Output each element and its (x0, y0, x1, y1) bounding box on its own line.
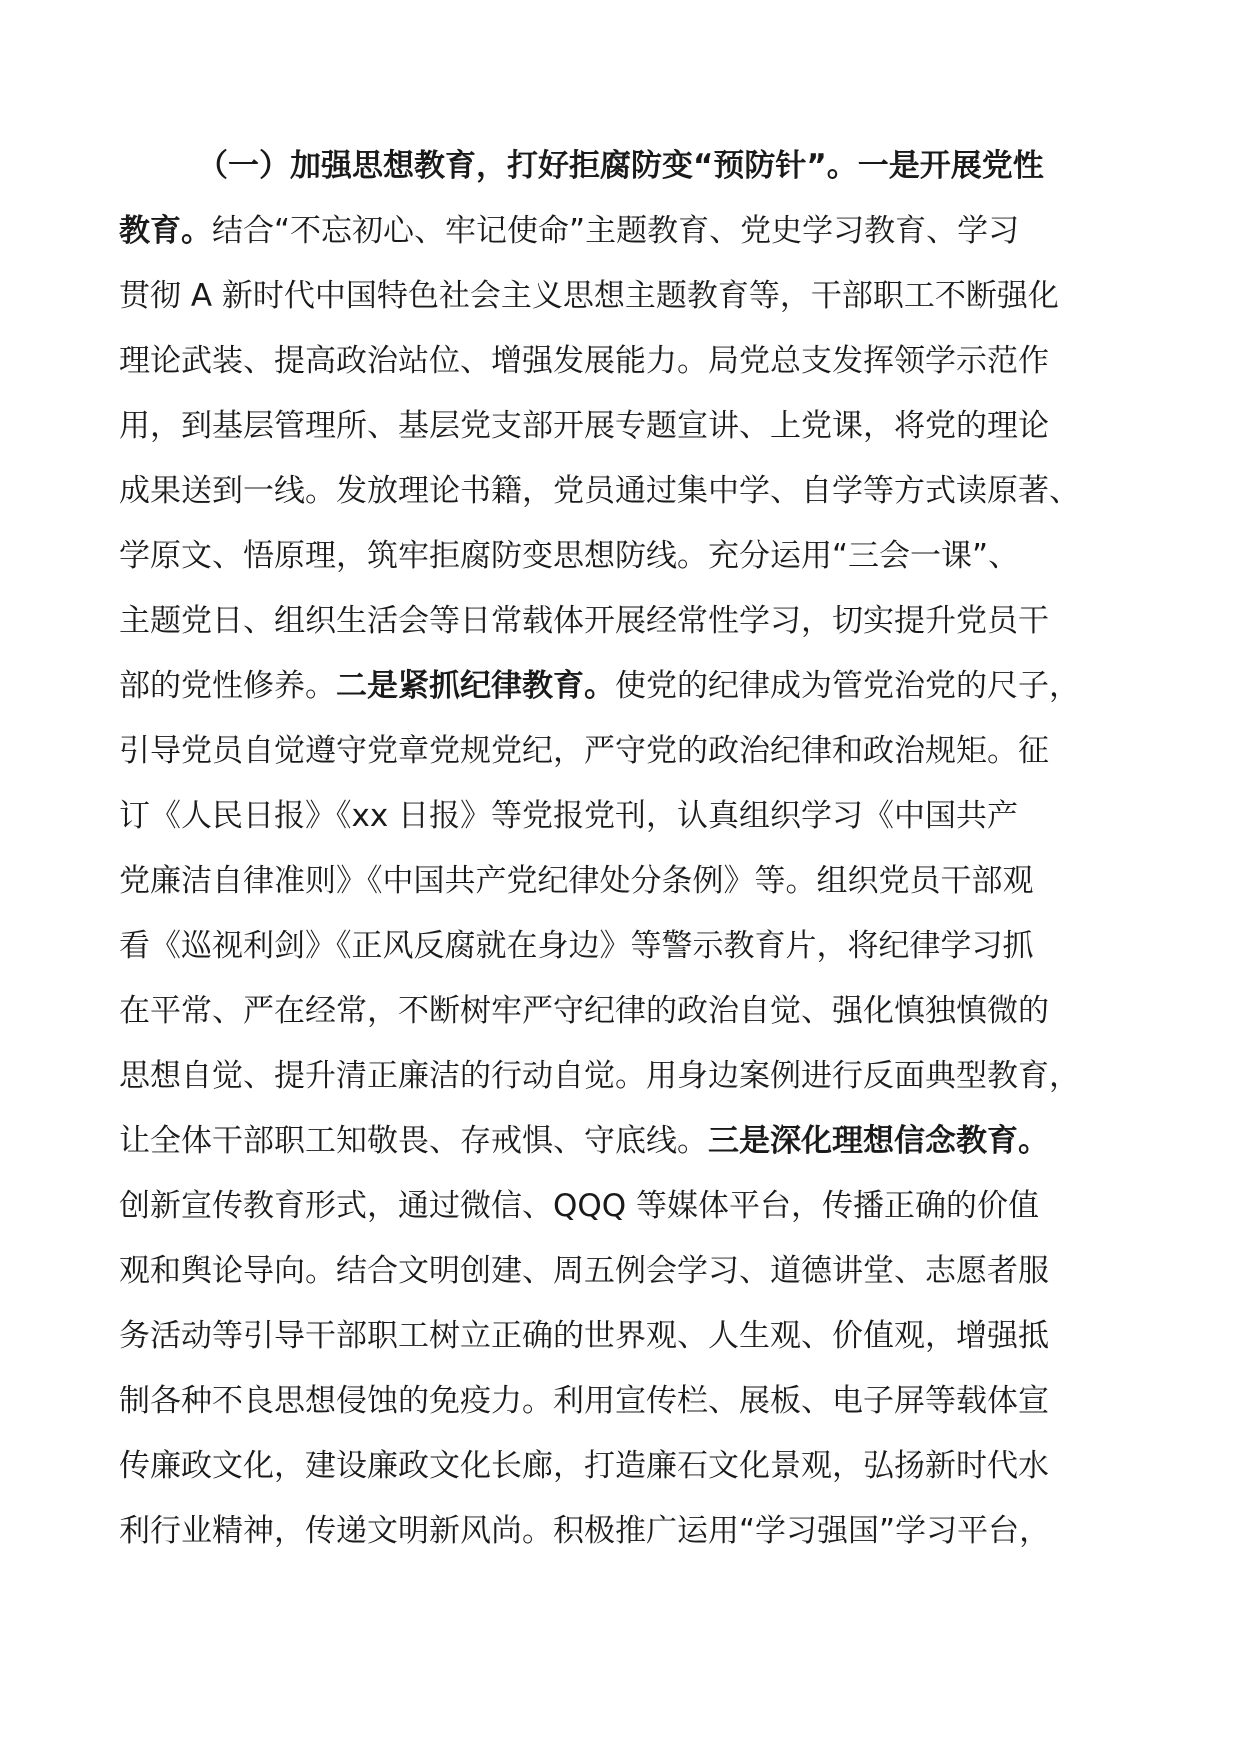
body-text: 主题党日、组织生活会等日常载体开展经常性学习，切实提升党员干 (119, 603, 1049, 639)
body-text: 利行业精神，传递文明新风尚。积极推广运用“学习强国”学习平台， (119, 1513, 1051, 1549)
bold-heading-text: 一是开展党性 (857, 148, 1044, 184)
text-line (119, 264, 1129, 329)
bold-heading-text: （一）加强思想教育，打好拒腐防变“预防针”。 (197, 148, 858, 184)
body-text: 党廉洁自律准则》《中国共产党纪律处分条例》等。组织党员干部观 (119, 863, 1034, 899)
body-text: 学原文、悟原理，筑牢拒腐防变思想防线。充分运用“三会一课”、 (119, 538, 1020, 574)
body-text: 制各种不良思想侵蚀的免疫力。利用宣传栏、展板、电子屏等载体宣 (119, 1383, 1049, 1419)
text-line (119, 199, 1129, 264)
text-line (119, 134, 1129, 199)
body-text: 思想自觉、提升清正廉洁的行动自觉。用身边案例进行反面典型教育， (119, 1058, 1080, 1094)
text-line (119, 589, 1129, 654)
text-line (119, 1044, 1129, 1109)
body-text: 部的党性修养。 (119, 668, 336, 704)
text-line (119, 1109, 1129, 1174)
text-line (119, 979, 1129, 1044)
text-line (119, 1239, 1129, 1304)
body-text: 让全体干部职工知敬畏、存戒惧、守底线。 (119, 1123, 708, 1159)
bold-heading-text: 二是紧抓纪律教育。 (336, 668, 615, 704)
text-line (119, 459, 1129, 524)
body-text: 成果送到一线。发放理论书籍，党员通过集中学、自学等方式读原著、 (119, 473, 1080, 509)
bold-heading-text: 三是深化理想信念教育。 (708, 1123, 1049, 1159)
text-line (119, 1369, 1129, 1434)
body-text: 订《人民日报》《xx 日报》等党报党刊，认真组织学习《中国共产 (119, 798, 1019, 834)
text-line (119, 719, 1129, 784)
body-text: 理论武装、提高政治站位、增强发展能力。局党总支发挥领学示范作 (119, 343, 1049, 379)
bold-heading-text: 教育。 (119, 213, 212, 249)
text-line (119, 1174, 1129, 1239)
text-line (119, 654, 1129, 719)
text-line (119, 524, 1129, 589)
text-line (119, 849, 1129, 914)
body-text: 结合“不忘初心、牢记使命”主题教育、党史学习教育、学习 (212, 213, 1020, 249)
body-paragraph (119, 134, 1129, 1564)
body-text: 看《巡视利剑》《正风反腐就在身边》等警示教育片，将纪律学习抓 (119, 928, 1034, 964)
body-text: 在平常、严在经常，不断树牢严守纪律的政治自觉、强化慎独慎微的 (119, 993, 1049, 1029)
text-line (119, 1499, 1129, 1564)
body-text: 引导党员自觉遵守党章党规党纪，严守党的政治纪律和政治规矩。征 (119, 733, 1049, 769)
text-line (119, 784, 1129, 849)
text-line (119, 394, 1129, 459)
body-text: 务活动等引导干部职工树立正确的世界观、人生观、价值观，增强抵 (119, 1318, 1049, 1354)
body-text: 观和舆论导向。结合文明创建、周五例会学习、道德讲堂、志愿者服 (119, 1253, 1049, 1289)
text-line (119, 329, 1129, 394)
text-line (119, 914, 1129, 979)
body-text: 创新宣传教育形式，通过微信、QQQ 等媒体平台，传播正确的价值 (119, 1188, 1040, 1224)
body-text: 传廉政文化，建设廉政文化长廊，打造廉石文化景观，弘扬新时代水 (119, 1448, 1049, 1484)
body-text: 贯彻 A 新时代中国特色社会主义思想主题教育等，干部职工不断强化 (119, 278, 1059, 314)
text-line (119, 1434, 1129, 1499)
body-text: 使党的纪律成为管党治党的尺子， (615, 668, 1080, 704)
text-line (119, 1304, 1129, 1369)
body-text: 用，到基层管理所、基层党支部开展专题宣讲、上党课，将党的理论 (119, 408, 1049, 444)
